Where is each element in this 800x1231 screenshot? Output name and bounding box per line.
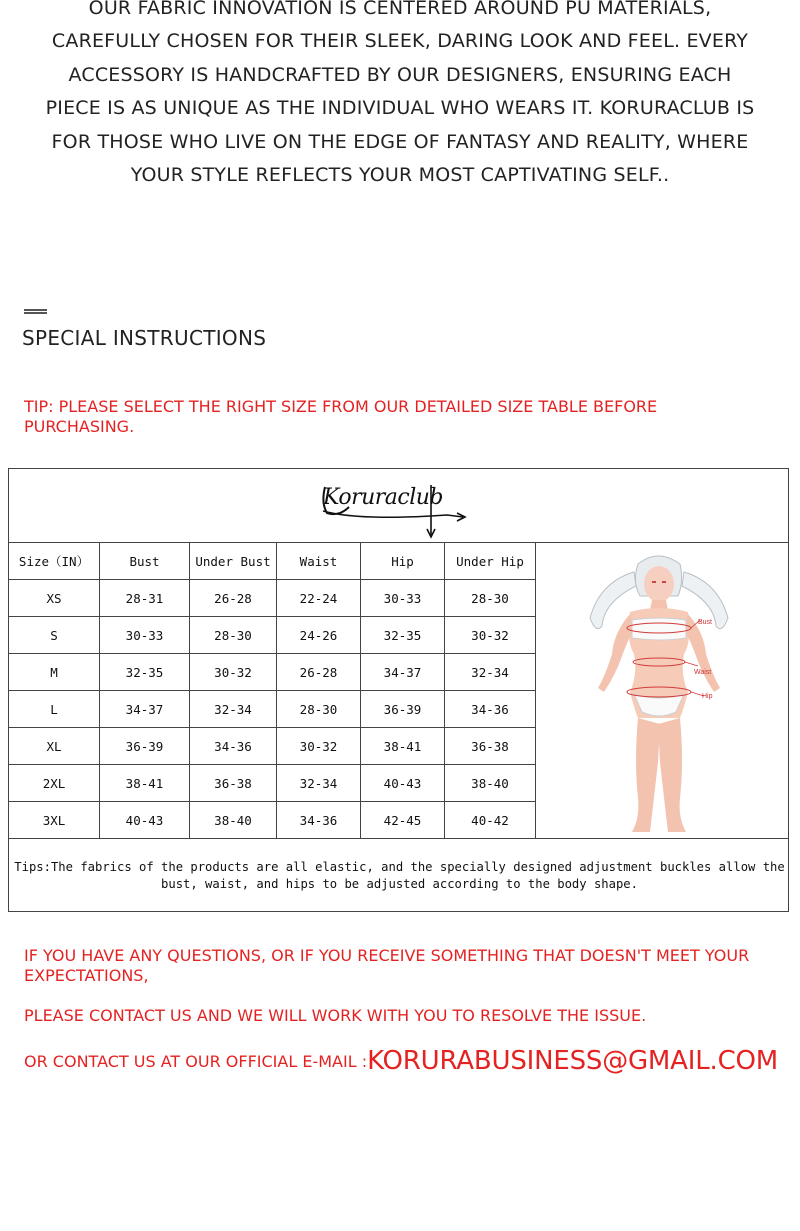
size-cell: XS xyxy=(9,580,100,617)
hip-cell: 32-35 xyxy=(361,617,445,654)
intro-paragraph xyxy=(40,0,760,192)
bust-cell: 28-31 xyxy=(100,580,190,617)
under-bust-cell: 38-40 xyxy=(190,802,277,839)
intro-line: ACCESSORY IS HANDCRAFTED BY OUR DESIGNERS, ENSURING EACH xyxy=(68,63,732,86)
waist-cell: 30-32 xyxy=(277,728,361,765)
hip-cell: 38-41 xyxy=(361,728,445,765)
under-bust-cell: 32-34 xyxy=(190,691,277,728)
hip-cell: 34-37 xyxy=(361,654,445,691)
contact-email-line xyxy=(24,1046,778,1076)
contact-email-link[interactable]: KORURABUSINESS@GMAIL.COM xyxy=(367,1046,779,1076)
intro-line: FOR THOSE WHO LIVE ON THE EDGE OF FANTASY AND REALITY, WHERE xyxy=(51,130,749,153)
waist-cell: 22-24 xyxy=(277,580,361,617)
table-row xyxy=(9,580,536,617)
bust-cell: 32-35 xyxy=(100,654,190,691)
waist-label: Waist xyxy=(694,669,712,676)
under-hip-cell: 30-32 xyxy=(445,617,536,654)
size-cell: M xyxy=(9,654,100,691)
bust-cell: 36-39 xyxy=(100,728,190,765)
header-under-hip: Under Hip xyxy=(445,543,536,580)
bust-cell: 34-37 xyxy=(100,691,190,728)
header-hip: Hip xyxy=(361,543,445,580)
intro-line: PIECE IS AS UNIQUE AS THE INDIVIDUAL WHO WEARS IT. KORURACLUB IS xyxy=(45,97,755,120)
size-chart-footer xyxy=(9,838,788,912)
hip-cell: 30-33 xyxy=(361,580,445,617)
size-cell: 2XL xyxy=(9,765,100,802)
hip-label: Hip xyxy=(702,693,713,700)
waist-cell: 32-34 xyxy=(277,765,361,802)
intro-line: YOUR STYLE REFLECTS YOUR MOST CAPTIVATING SELF.. xyxy=(130,164,670,187)
bust-cell: 38-41 xyxy=(100,765,190,802)
bust-cell: 30-33 xyxy=(100,617,190,654)
under-hip-cell: 32-34 xyxy=(445,654,536,691)
table-row xyxy=(9,654,536,691)
bust-label: Bust xyxy=(698,619,713,626)
waist-cell: 34-36 xyxy=(277,802,361,839)
hip-cell: 40-43 xyxy=(361,765,445,802)
size-chart xyxy=(8,468,789,912)
under-bust-cell: 30-32 xyxy=(190,654,277,691)
under-hip-cell: 34-36 xyxy=(445,691,536,728)
size-cell: L xyxy=(9,691,100,728)
under-bust-cell: 28-30 xyxy=(190,617,277,654)
under-hip-cell: 28-30 xyxy=(445,580,536,617)
size-cell: 3XL xyxy=(9,802,100,839)
bust-cell: 40-43 xyxy=(100,802,190,839)
size-table xyxy=(8,542,536,839)
brand-logo xyxy=(319,477,469,539)
size-cell: XL xyxy=(9,728,100,765)
fabric-tips: Tips:The fabrics of the products are all elastic, and the specially designed adjustment buckles allow the bust, waist, and hips to be adjusted according to the body shape. xyxy=(14,860,785,891)
table-row xyxy=(9,765,536,802)
header-size: Size（IN） xyxy=(9,543,100,580)
contact-resolve-text: PLEASE CONTACT US AND WE WILL WORK WITH YOU TO RESOLVE THE ISSUE. xyxy=(24,1006,647,1025)
waist-cell: 24-26 xyxy=(277,617,361,654)
waist-cell: 26-28 xyxy=(277,654,361,691)
section-title: SPECIAL INSTRUCTIONS xyxy=(22,326,267,350)
under-hip-cell: 38-40 xyxy=(445,765,536,802)
table-row xyxy=(9,802,536,839)
table-row xyxy=(9,728,536,765)
section-divider-icon xyxy=(24,309,47,314)
size-cell: S xyxy=(9,617,100,654)
hip-cell: 42-45 xyxy=(361,802,445,839)
under-bust-cell: 36-38 xyxy=(190,765,277,802)
header-bust: Bust xyxy=(100,543,190,580)
hip-cell: 36-39 xyxy=(361,691,445,728)
under-hip-cell: 36-38 xyxy=(445,728,536,765)
brand-logo-text: Koruraclub xyxy=(323,485,444,510)
under-bust-cell: 34-36 xyxy=(190,728,277,765)
table-row xyxy=(9,691,536,728)
header-waist: Waist xyxy=(277,543,361,580)
table-row xyxy=(9,617,536,654)
intro-line: OUR FABRIC INNOVATION IS CENTERED AROUND PU MATERIALS, xyxy=(88,0,712,19)
contact-email-prefix: OR CONTACT US AT OUR OFFICIAL E-MAIL : xyxy=(24,1052,368,1071)
body-measurement-illustration xyxy=(534,542,788,838)
under-hip-cell: 40-42 xyxy=(445,802,536,839)
under-bust-cell: 26-28 xyxy=(190,580,277,617)
size-table-header-row xyxy=(9,543,536,580)
size-tip: TIP: PLEASE SELECT THE RIGHT SIZE FROM OUR DETAILED SIZE TABLE BEFORE PURCHASING. xyxy=(24,397,658,436)
measurement-figure xyxy=(534,542,788,838)
header-under-bust: Under Bust xyxy=(190,543,277,580)
size-chart-header xyxy=(9,469,788,543)
intro-line: CAREFULLY CHOSEN FOR THEIR SLEEK, DARING LOOK AND FEEL. EVERY xyxy=(51,30,749,53)
contact-question-text: IF YOU HAVE ANY QUESTIONS, OR IF YOU RECEIVE SOMETHING THAT DOESN'T MEET YOUR EXPECTATIONS, xyxy=(24,946,750,985)
waist-cell: 28-30 xyxy=(277,691,361,728)
